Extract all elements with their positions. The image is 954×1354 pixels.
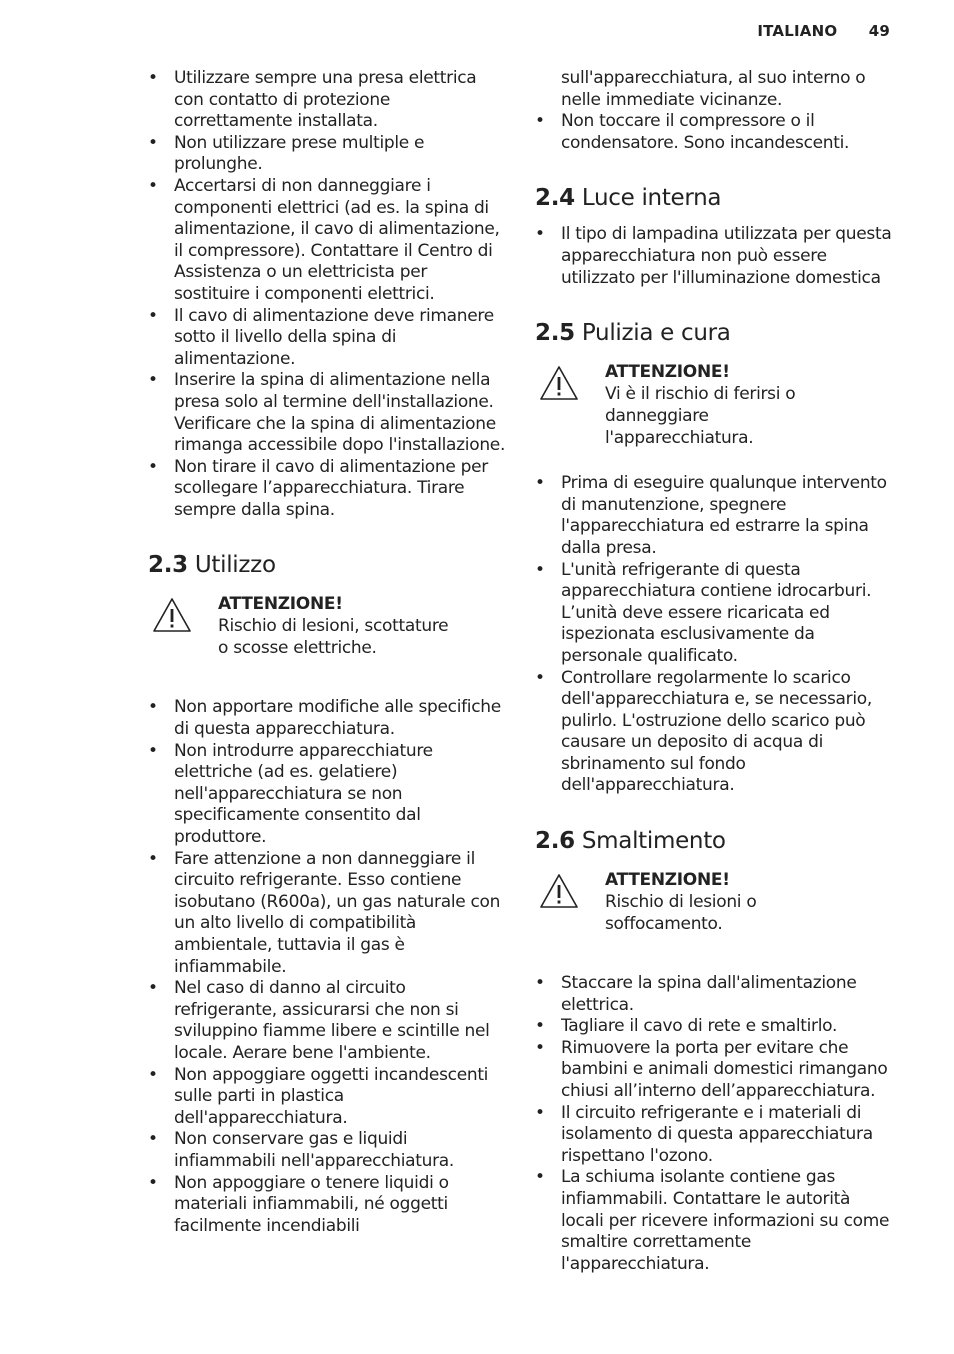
disposal-list	[535, 973, 895, 1275]
list-item: • Inserire la spina di alimentazione nella presa solo al termine dell'installazione. Verificare che la spina di alimentazione rimanga accessibile dopo l'installazione.	[148, 370, 506, 456]
section-heading-2-5: 2.5 Pulizia e cura	[535, 320, 731, 347]
list-item: • Accertarsi di non danneggiare i componenti elettrici (ad es. la spina di alimentazione, il cavo di alimentazione, il compressore). Contattare il Centro di Assistenza o un elettricista per sostituire i componenti elettrici.	[148, 176, 506, 306]
warning-box	[535, 361, 895, 447]
right-column	[535, 68, 895, 1275]
continued-text-line: sull'apparecchiatura, al suo interno o	[561, 68, 866, 88]
list-item: • L'unità refrigerante di questa apparecchiatura contiene idrocarburi. L’unità deve essere ricaricata ed ispezionata esclusivamente da personale qualificato.	[535, 560, 895, 668]
warning-text-line: Rischio di lesioni o	[605, 892, 757, 913]
section-heading-2-6: 2.6 Smaltimento	[535, 828, 726, 855]
list-item: • Controllare regolarmente lo scarico dell'apparecchiatura e, se necessario, pulirlo. L'ostruzione dello scarico può causare un deposito di acqua di sbrinamento sul fondo dell'apparecchiatura.	[535, 668, 895, 798]
list-item: • Non tirare il cavo di alimentazione per scollegare l’apparecchiatura. Tirare sempre dalla spina.	[148, 457, 506, 522]
light-list	[535, 224, 895, 289]
intro-list	[148, 68, 506, 521]
list-item: • Fare attenzione a non danneggiare il circuito refrigerante. Esso contiene isobutano (R600a), un gas naturale con un alto livello di compatibilità ambientale, tuttavia il gas è infiammabile.	[148, 849, 506, 979]
list-item: • Non conservare gas e liquidi infiammabili nell'apparecchiatura.	[148, 1129, 506, 1172]
section-heading-2-4: 2.4 Luce interna	[535, 185, 722, 212]
left-column	[148, 68, 506, 1237]
warning-box	[148, 593, 506, 671]
list-item: • Non appoggiare oggetti incandescenti sulle parti in plastica dell'apparecchiatura.	[148, 1065, 506, 1130]
warning-triangle-icon	[539, 873, 579, 909]
list-item: • Il circuito refrigerante e i materiali di isolamento di questa apparecchiatura rispettano l'ozono.	[535, 1103, 895, 1168]
list-item: • Non appoggiare o tenere liquidi o materiali infiammabili, né oggetti facilmente incendiabili	[148, 1173, 506, 1238]
cleaning-list	[535, 473, 895, 797]
list-item: • Tagliare il cavo di rete e smaltirlo.	[535, 1016, 895, 1038]
list-item: • Prima di eseguire qualunque intervento di manutenzione, spegnere l'apparecchiatura ed estrarre la spina dalla presa.	[535, 473, 895, 559]
list-item: • Non apportare modifiche alle specifiche di questa apparecchiatura.	[148, 697, 506, 740]
list-item: • La schiuma isolante contiene gas infiammabili. Contattare le autorità locali per ricevere informazioni su come smaltire correttamente l'apparecchiatura.	[535, 1167, 895, 1275]
warning-text-line: Rischio di lesioni, scottature	[218, 616, 449, 637]
list-item: • Rimuovere la porta per evitare che bambini e animali domestici rimangano chiusi all’interno dell’apparecchiatura.	[535, 1038, 895, 1103]
list-item: • Nel caso di danno al circuito refrigerante, assicurarsi che non si sviluppino fiamme libere e scintille nel locale. Aerare bene l'ambiente.	[148, 978, 506, 1064]
warning-box	[535, 869, 895, 947]
list-item: • Il cavo di alimentazione deve rimanere sotto il livello della spina di alimentazione.	[148, 306, 506, 371]
list-item: • Utilizzare sempre una presa elettrica con contatto di protezione correttamente installata.	[148, 68, 506, 133]
warning-text-line: o scosse elettriche.	[218, 638, 377, 659]
warning-text-line: l'apparecchiatura.	[605, 428, 754, 449]
continued-list	[535, 111, 895, 154]
language-label: ITALIANO	[757, 22, 838, 40]
warning-triangle-icon	[152, 597, 192, 633]
warning-title: ATTENZIONE!	[605, 362, 730, 383]
list-item: • Il tipo di lampadina utilizzata per questa apparecchiatura non può essere utilizzato per l'illuminazione domestica	[535, 224, 895, 289]
warning-text-line: danneggiare	[605, 406, 709, 427]
continued-text-line: nelle immediate vicinanze.	[561, 89, 783, 110]
page-header	[757, 22, 890, 40]
usage-list	[148, 697, 506, 1237]
section-heading-2-3: 2.3 Utilizzo	[148, 552, 276, 579]
warning-text-line: soffocamento.	[605, 914, 723, 935]
list-item: • Non toccare il compressore o il condensatore. Sono incandescenti.	[535, 111, 895, 154]
list-item: • Staccare la spina dall'alimentazione elettrica.	[535, 973, 895, 1016]
warning-title: ATTENZIONE!	[218, 594, 343, 615]
warning-title: ATTENZIONE!	[605, 870, 730, 891]
page-number: 49	[868, 22, 890, 40]
warning-text-line: Vi è il rischio di ferirsi o	[605, 384, 796, 405]
list-item: • Non utilizzare prese multiple e prolunghe.	[148, 133, 506, 176]
warning-triangle-icon	[539, 365, 579, 401]
list-item: • Non introdurre apparecchiature elettriche (ad es. gelatiere) nell'apparecchiatura se non specificamente consentito dal produttore.	[148, 741, 506, 849]
